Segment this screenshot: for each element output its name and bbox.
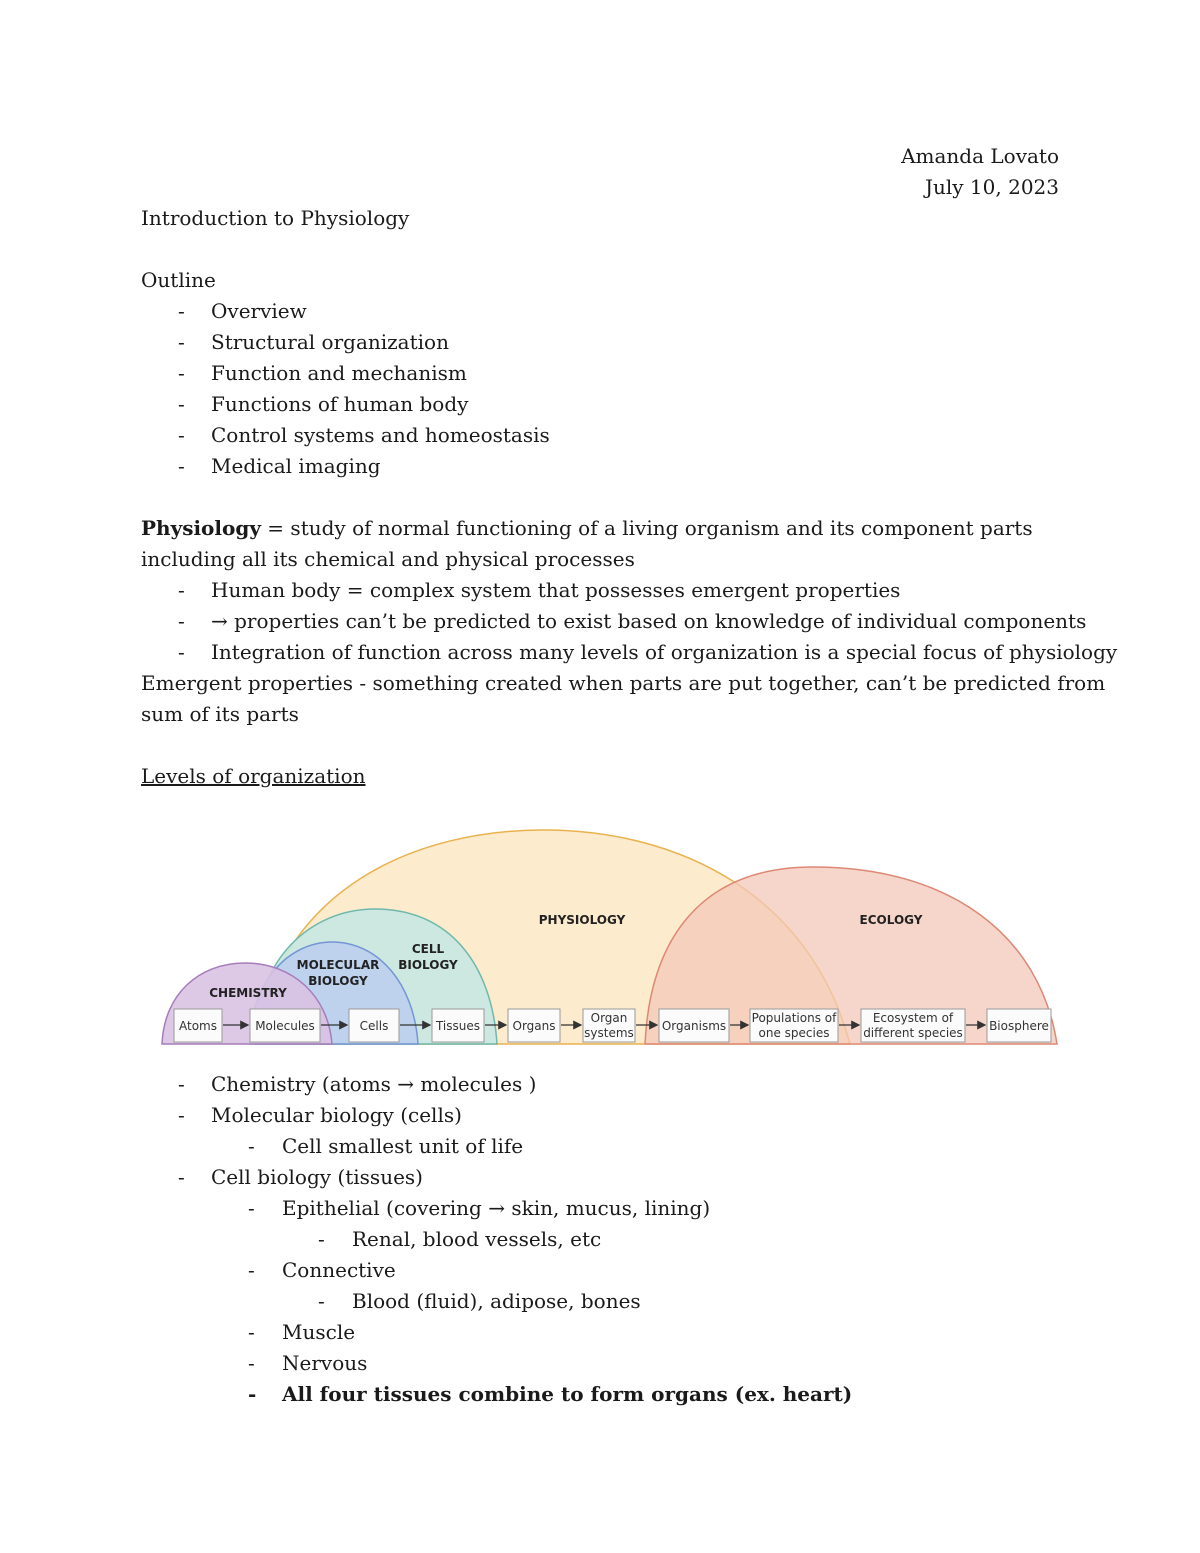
dash-bullet: - [178,330,185,354]
dash-bullet: - [178,609,185,633]
dash-bullet: - [178,640,185,664]
definition-bullet: Human body = complex system that possesses emergent properties [211,578,901,602]
dash-bullet: - [178,1103,185,1127]
level-subitem: Cell smallest unit of life [282,1134,524,1158]
populations-label: one species [758,1026,830,1040]
level-item: Chemistry (atoms → molecules ) [211,1072,537,1096]
molecules-label: Molecules [255,1019,315,1033]
outline-item: Overview [211,299,307,323]
outline-item: Functions of human body [211,392,469,416]
definition-text: = study of normal functioning of a living organism and its component parts including all its chemical and physical processes [141,516,1033,571]
level-subitem: Connective [282,1258,396,1282]
dash-bullet: - [318,1289,325,1313]
dash-bullet: - [178,423,185,447]
dash-bullet: - [318,1227,325,1251]
definition-term: Physiology [141,516,261,540]
document-title: Introduction to Physiology [141,206,410,230]
organ-systems-label: systems [584,1026,634,1040]
physiology-definition [141,513,1071,575]
molecular-biology-label: BIOLOGY [308,974,368,988]
emergent-properties-line: Emergent properties - something created when parts are put together, can’t be predicted from [141,671,1106,695]
dash-bullet: - [178,454,185,478]
dash-bullet: - [248,1320,255,1344]
dash-bullet: - [248,1351,255,1375]
dash-bullet: - [248,1258,255,1282]
tissues-label: Tissues [435,1019,481,1033]
outline-item: Medical imaging [211,454,381,478]
ecology-label: ECOLOGY [859,913,923,927]
level-subitem: Muscle [282,1320,356,1344]
definition-bullet: Integration of function across many levels of organization is a special focus of physiology [211,640,1118,664]
dash-bullet: - [248,1196,255,1220]
level-subsubitem: Blood (fluid), adipose, bones [352,1289,641,1313]
levels-heading: Levels of organization [141,764,366,788]
document-date: July 10, 2023 [924,175,1059,199]
cell-biology-label: CELL [411,942,445,956]
emergent-properties-line: sum of its parts [141,702,299,726]
physiology-label: PHYSIOLOGY [538,913,626,927]
organs-label: Organs [512,1019,556,1033]
level-item: Molecular biology (cells) [211,1103,462,1127]
level-subitem: Epithelial (covering → skin, mucus, lining) [282,1196,711,1220]
level-subitem: Nervous [282,1351,368,1375]
biosphere-label: Biosphere [989,1019,1049,1033]
organisms-label: Organisms [661,1019,727,1033]
outline-heading: Outline [141,268,216,292]
ecosystem-label: Ecosystem of [872,1011,954,1025]
outline-item: Structural organization [211,330,449,354]
molecular-biology-label: MOLECULAR [296,958,380,972]
cell-biology-label: BIOLOGY [398,958,458,972]
dash-bullet: - [178,1072,185,1096]
level-subsubitem: Renal, blood vessels, etc [352,1227,602,1251]
populations-label: Populations of [751,1011,837,1025]
outline-item: Function and mechanism [211,361,467,385]
dash-bullet: - [178,578,185,602]
dash-bullet: - [178,392,185,416]
ecosystem-label: different species [863,1026,963,1040]
dash-bullet: - [178,1165,185,1189]
definition-bullet: → properties can’t be predicted to exist based on knowledge of individual components [211,609,1087,633]
outline-item: Control systems and homeostasis [211,423,550,447]
cells-label: Cells [359,1019,389,1033]
level-item: Cell biology (tissues) [211,1165,423,1189]
dash-bullet: - [178,299,185,323]
organ-systems-label: Organ [590,1011,628,1025]
levels-of-organization-diagram [160,825,1060,1050]
atoms-label: Atoms [179,1019,217,1033]
level-subitem-emphasis: All four tissues combine to form organs (ex. heart) [282,1382,853,1406]
author-name: Amanda Lovato [901,144,1059,168]
chemistry-label: CHEMISTRY [209,986,287,1000]
dash-bullet: - [178,361,185,385]
dash-bullet: - [248,1382,257,1406]
dash-bullet: - [248,1134,255,1158]
